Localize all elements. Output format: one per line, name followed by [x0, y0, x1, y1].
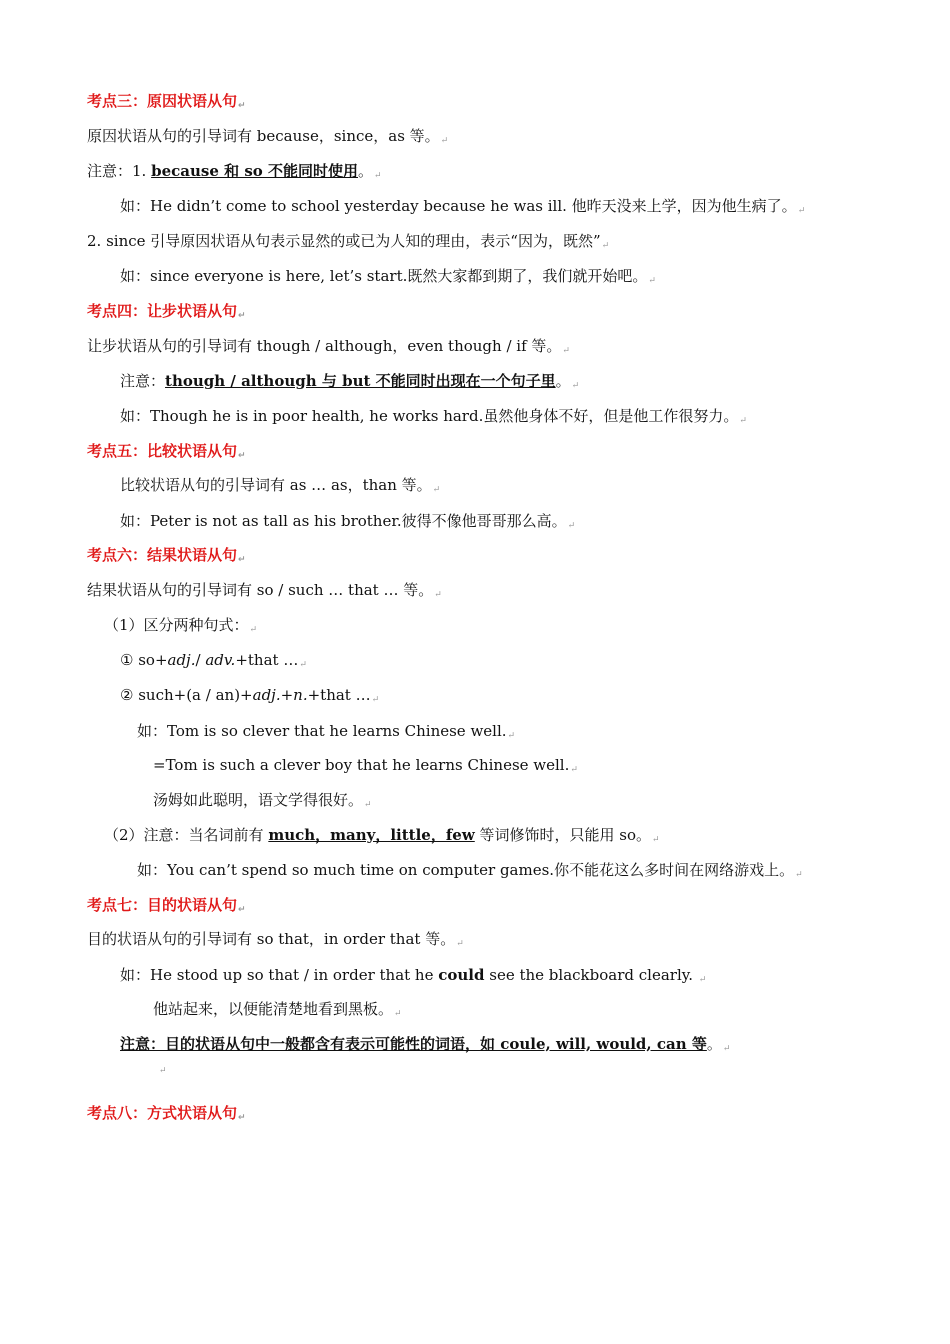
- paragraph-mark-icon: ↵: [238, 1113, 246, 1123]
- paragraph-mark-icon: ↵: [570, 765, 578, 775]
- paragraph-mark-icon: ↵: [567, 521, 576, 531]
- paragraph-mark-icon: ↵: [562, 346, 570, 356]
- paragraph-mark-icon: ↵: [238, 311, 246, 321]
- section-3-point-2: 2. since 引导原因状语从句表示显然的或已为人知的理由，表示“因为，既然”↵: [87, 232, 610, 251]
- paragraph-mark-icon: ↵: [648, 276, 656, 286]
- section-5-example: 如：Peter is not as tall as his brother.彼得不像他哥哥那么高。↵: [120, 512, 576, 531]
- empty-paragraph: [158, 1056, 167, 1081]
- paragraph-mark-icon: ↵: [571, 381, 580, 391]
- note-emphasis: 注意：目的状语从句中一般都含有表示可能性的词语，如 coule, will, would, can 等: [120, 1035, 707, 1053]
- section-6-intro: 结果状语从句的引导词有 so / such … that … 等。↵: [87, 581, 442, 600]
- section-3-example-1: 如：He didn’t come to school yesterday because he was ill. 他昨天没来上学，因为他生病了。↵: [120, 197, 806, 216]
- paragraph-mark-icon: ↵: [238, 451, 246, 461]
- section-7-intro: 目的状语从句的引导词有 so that，in order that 等。↵: [87, 930, 464, 949]
- paragraph-mark-icon: ↵: [601, 241, 610, 251]
- section-3-example-2: 如：since everyone is here, let’s start.既然大家都到期了，我们就开始吧。↵: [120, 267, 656, 286]
- paragraph-mark-icon: ↵: [238, 555, 246, 565]
- paragraph-mark-icon: ↵: [371, 695, 380, 705]
- section-4-heading: 考点四：让步状语从句↵: [87, 302, 246, 321]
- section-3-intro: 原因状语从句的引导词有 because，since，as 等。↵: [87, 127, 449, 146]
- section-3-heading: 考点三：原因状语从句↵: [87, 92, 246, 111]
- paragraph-mark-icon: ↵: [456, 939, 464, 949]
- paragraph-mark-icon: ↵: [394, 1009, 402, 1019]
- section-6-example-1: 如：Tom is so clever that he learns Chinese well.↵: [137, 722, 516, 741]
- paragraph-mark-icon: ↵: [739, 416, 747, 426]
- section-6-pattern-1: ① so+adj./ adv.+that …↵: [120, 651, 307, 670]
- section-6-sub-1: （1）区分两种句式：↵: [104, 616, 258, 635]
- paragraph-mark-icon: ↵: [434, 590, 442, 600]
- section-4-example: 如：Though he is in poor health, he works hard.虽然他身体不好，但是他工作很努力。↵: [120, 407, 747, 426]
- section-6-pattern-2: ② such+(a / an)+adj.+n.+that …↵: [120, 686, 380, 705]
- section-4-note: 注意：though / although 与 but 不能同时出现在一个句子里。↵: [120, 372, 580, 391]
- paragraph-mark-icon: ↵: [374, 171, 382, 181]
- paragraph-mark-icon: ↵: [159, 1066, 167, 1076]
- section-7-example: 如：He stood up so that / in order that he could see the blackboard clearly. ↵: [120, 966, 707, 985]
- section-7-example-translation: 他站起来，以便能清楚地看到黑板。↵: [153, 1000, 402, 1019]
- paragraph-mark-icon: ↵: [440, 136, 449, 146]
- paragraph-mark-icon: ↵: [722, 1044, 731, 1054]
- section-6-example-2: 如：You can’t spend so much time on computer games.你不能花这么多时间在网络游戏上。↵: [137, 861, 803, 880]
- paragraph-mark-icon: ↵: [698, 975, 707, 985]
- paragraph-mark-icon: ↵: [299, 660, 307, 670]
- paragraph-mark-icon: ↵: [238, 905, 246, 915]
- section-8-heading: 考点八：方式状语从句↵: [87, 1104, 246, 1123]
- section-6-sub-2: （2）注意：当名词前有 much，many，little，few 等词修饰时，只能用 so。↵: [104, 826, 660, 845]
- section-6-example-1-equivalent: =Tom is such a clever boy that he learns Chinese well.↵: [153, 756, 578, 775]
- note-emphasis: though / although 与 but 不能同时出现在一个句子里: [165, 372, 556, 390]
- paragraph-mark-icon: ↵: [795, 870, 803, 880]
- paragraph-mark-icon: ↵: [432, 485, 441, 495]
- section-5-heading: 考点五：比较状语从句↵: [87, 442, 246, 461]
- section-7-heading: 考点七：目的状语从句↵: [87, 896, 246, 915]
- note-emphasis: much，many，little，few: [268, 826, 475, 844]
- section-6-heading: 考点六：结果状语从句↵: [87, 546, 246, 565]
- paragraph-mark-icon: ↵: [249, 625, 258, 635]
- section-7-note: 注意：目的状语从句中一般都含有表示可能性的词语，如 coule, will, would, can 等。↵: [120, 1035, 731, 1054]
- section-6-example-1-translation: 汤姆如此聪明，语文学得很好。↵: [153, 791, 372, 810]
- paragraph-mark-icon: ↵: [507, 731, 516, 741]
- section-4-intro: 让步状语从句的引导词有 though / although，even though / if 等。↵: [87, 337, 570, 356]
- note-emphasis: because 和 so 不能同时使用: [151, 162, 358, 180]
- paragraph-mark-icon: ↵: [364, 800, 372, 810]
- section-3-note: 注意：1. because 和 so 不能同时使用。↵: [87, 162, 382, 181]
- paragraph-mark-icon: ↵: [797, 206, 806, 216]
- section-5-intro: 比较状语从句的引导词有 as … as，than 等。↵: [120, 476, 441, 495]
- paragraph-mark-icon: ↵: [238, 101, 246, 111]
- paragraph-mark-icon: ↵: [652, 835, 660, 845]
